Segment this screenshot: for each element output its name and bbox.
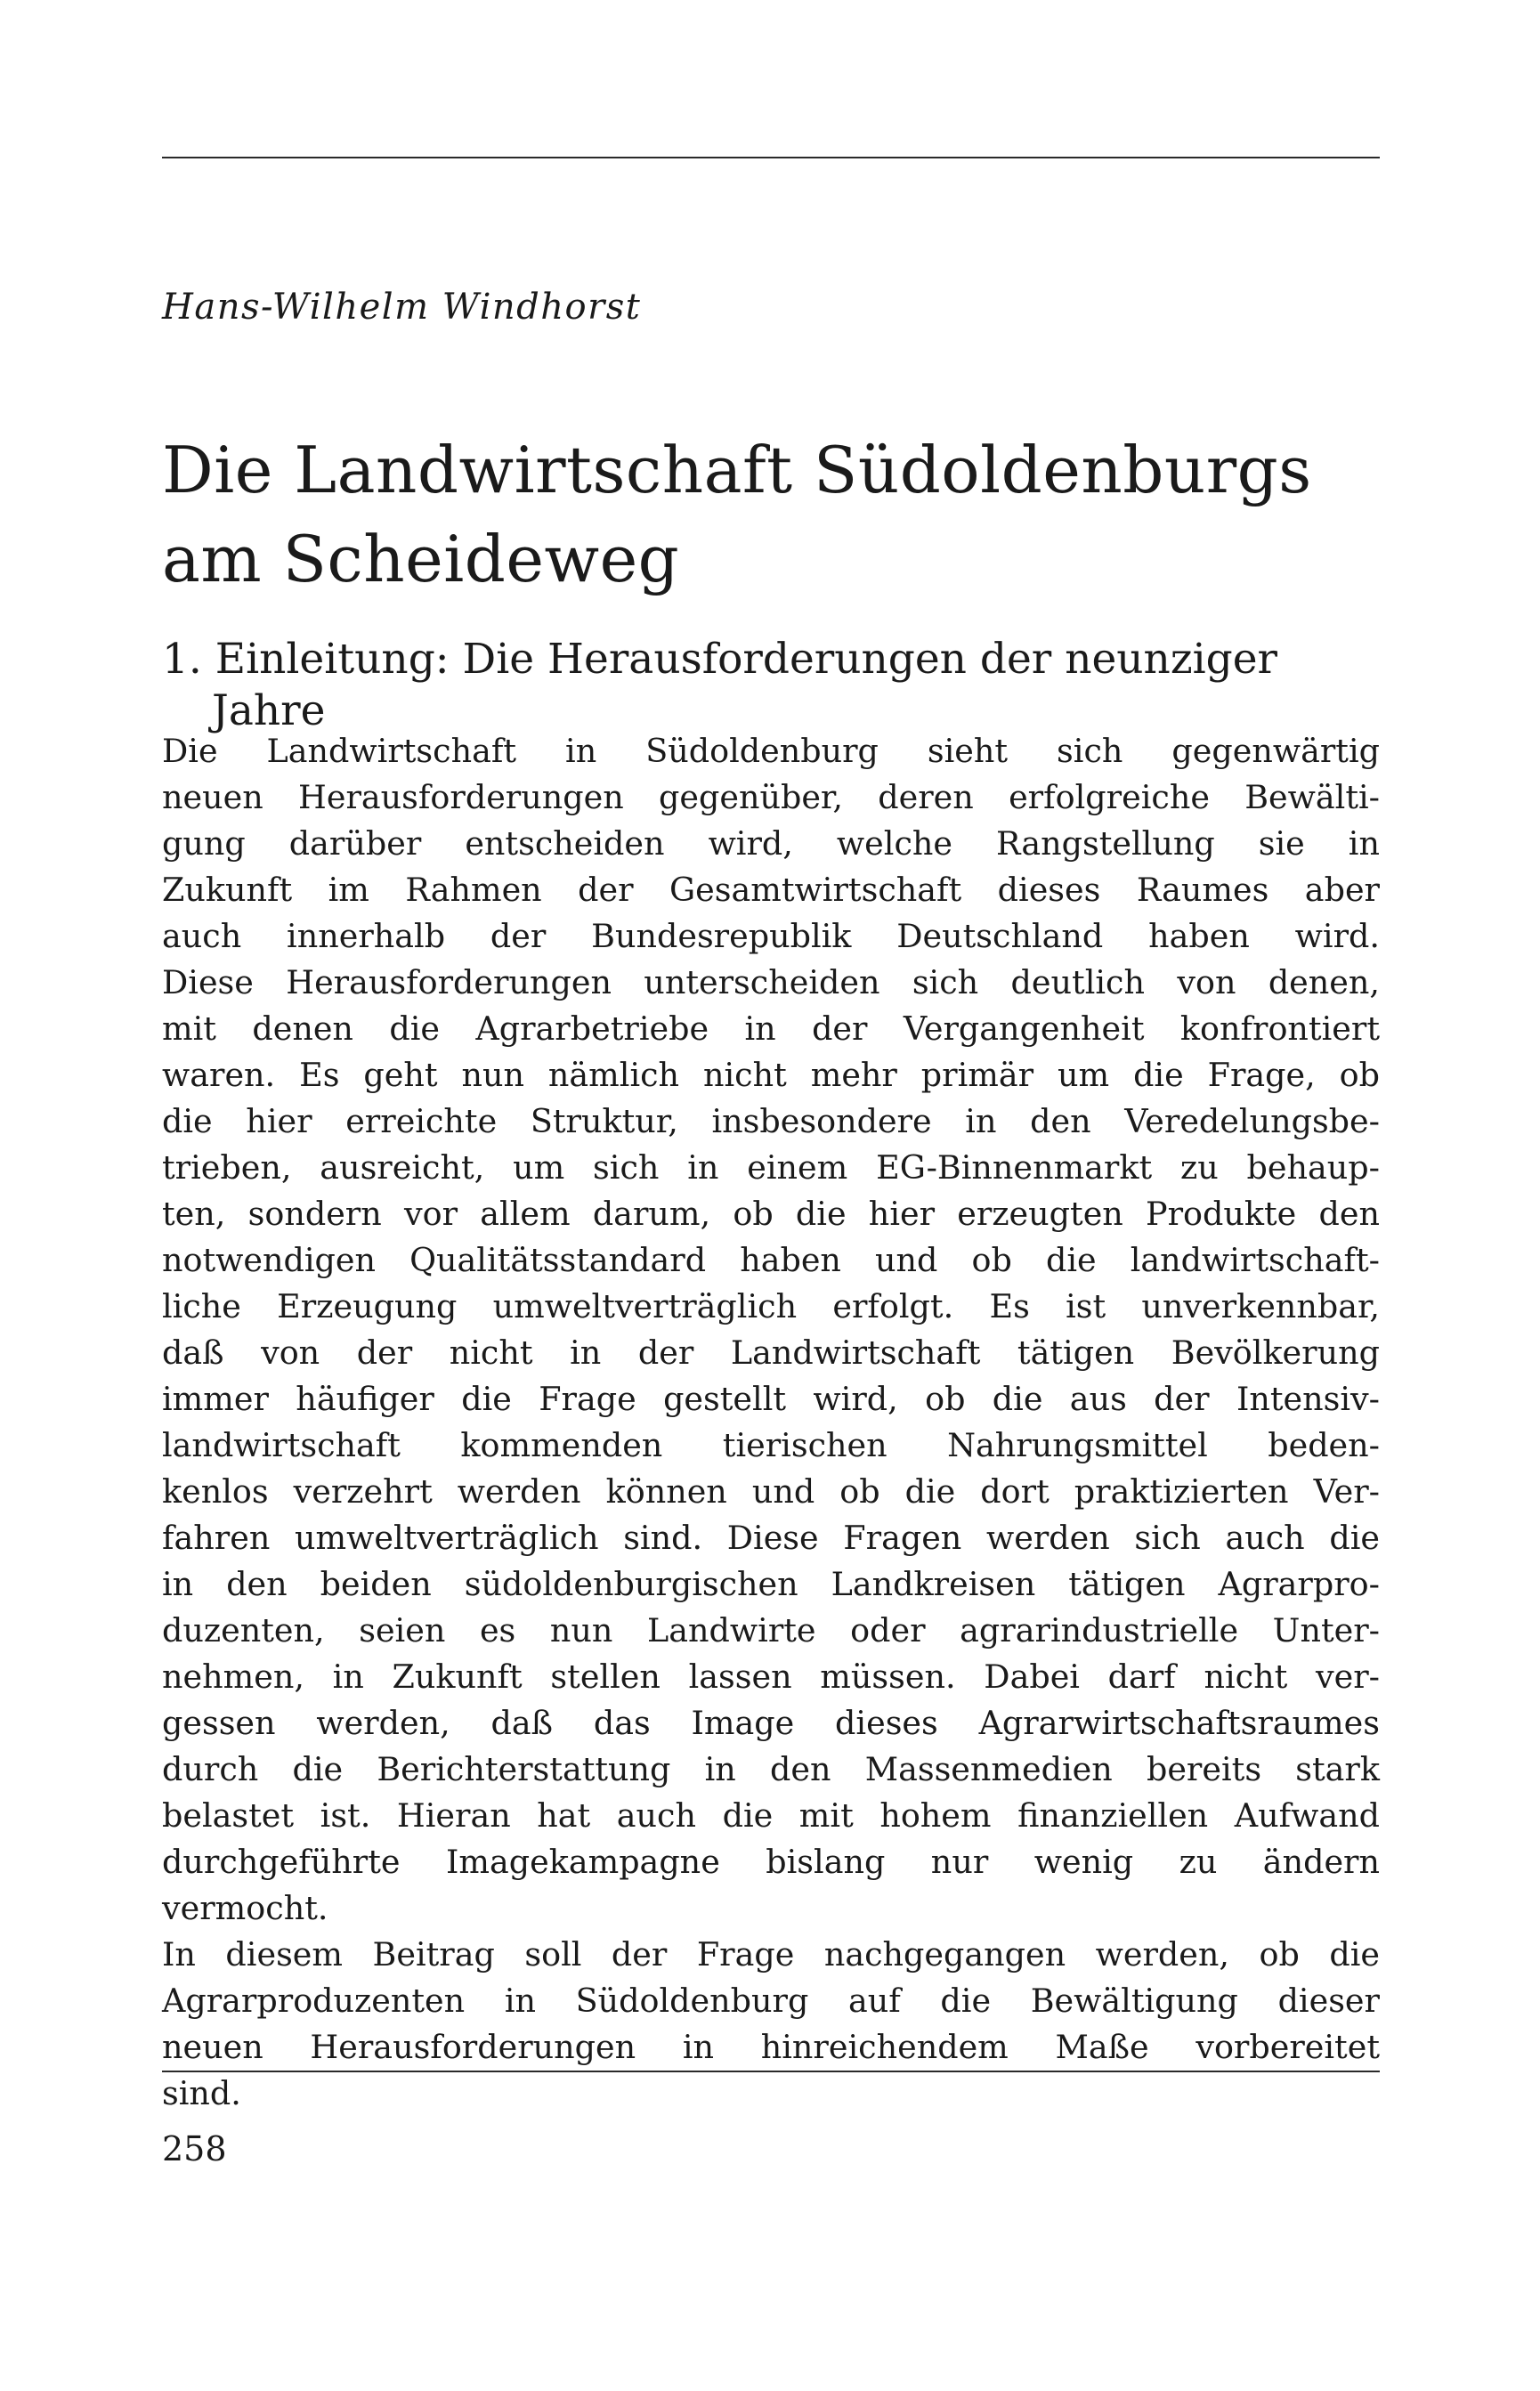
body-line: Zukunft im Rahmen der Gesamtwirtschaft dieses Raumes aber [162, 871, 1380, 909]
bottom-rule [162, 2071, 1380, 2072]
body-line: neuen Herausforderungen in hinreichendem Maße vorbereitet [162, 2028, 1380, 2066]
body-line: auch innerhalb der Bundesrepublik Deutschland haben wird. [162, 917, 1380, 955]
section-heading-line: 1. Einleitung: Die Herausforderungen der neunziger [162, 635, 1277, 684]
body-line: die hier erreichte Struktur, insbesondere in den Veredelungsbe- [162, 1102, 1380, 1140]
body-line: notwendigen Qualitätsstandard haben und ob die landwirtschaft- [162, 1241, 1380, 1279]
body-line: durch die Berichterstattung in den Massenmedien bereits stark [162, 1750, 1380, 1788]
body-line: landwirtschaft kommenden tierischen Nahrungsmittel beden- [162, 1426, 1380, 1464]
article-title [162, 426, 1408, 604]
body-line: belastet ist. Hieran hat auch die mit hohem finanziellen Aufwand [162, 1796, 1380, 1835]
body-line: Diese Herausforderungen unterscheiden sich deutlich von denen, [162, 963, 1380, 1001]
body-line: liche Erzeugung umweltverträglich erfolgt. Es ist unverkennbar, [162, 1287, 1380, 1325]
body-line: trieben, ausreicht, um sich in einem EG-Binnenmarkt zu behaup- [162, 1148, 1380, 1187]
page-number: 258 [162, 2129, 227, 2168]
title-line: am Scheideweg [162, 522, 680, 596]
section-heading-line: Jahre [212, 686, 326, 735]
body-line: in den beiden südoldenburgischen Landkreisen tätigen Agrarpro- [162, 1565, 1380, 1603]
body-line: Agrarproduzenten in Südoldenburg auf die Bewältigung dieser [162, 1982, 1380, 2020]
body-line: kenlos verzehrt werden können und ob die dort praktizierten Ver- [162, 1472, 1380, 1511]
body-line: waren. Es geht nun nämlich nicht mehr primär um die Frage, ob [162, 1056, 1380, 1094]
body-line: nehmen, in Zukunft stellen lassen müssen. Dabei darf nicht ver- [162, 1657, 1380, 1696]
title-line: Die Landwirtschaft Südoldenburgs [162, 433, 1312, 507]
author-name: Hans-Wilhelm Windhorst [162, 287, 642, 328]
body-line: ten, sondern vor allem darum, ob die hier erzeugten Produkte den [162, 1195, 1380, 1233]
body-line: fahren umweltverträglich sind. Diese Fragen werden sich auch die [162, 1519, 1380, 1557]
body-line: immer häufiger die Frage gestellt wird, ob die aus der Intensiv- [162, 1380, 1380, 1418]
top-rule [162, 157, 1380, 158]
body-text [162, 728, 1380, 2117]
body-line: durchgeführte Imagekampagne bislang nur wenig zu ändern [162, 1843, 1380, 1881]
body-line: vermocht. [162, 1889, 328, 1927]
section-heading [162, 634, 1408, 737]
body-line: gung darüber entscheiden wird, welche Rangstellung sie in [162, 824, 1380, 863]
body-line: neuen Herausforderungen gegenüber, deren erfolgreiche Bewälti- [162, 778, 1380, 816]
body-line: mit denen die Agrarbetriebe in der Vergangenheit konfrontiert [162, 1009, 1380, 1048]
body-line: duzenten, seien es nun Landwirte oder agrarindustrielle Unter- [162, 1611, 1380, 1649]
body-line: gessen werden, daß das Image dieses Agrarwirtschaftsraumes [162, 1704, 1380, 1742]
body-line: daß von der nicht in der Landwirtschaft tätigen Bevölkerung [162, 1333, 1380, 1372]
body-line: sind. [162, 2074, 241, 2112]
body-line: In diesem Beitrag soll der Frage nachgegangen werden, ob die [162, 1935, 1380, 1974]
body-line: Die Landwirtschaft in Südoldenburg sieht sich gegenwärtig [162, 732, 1380, 770]
